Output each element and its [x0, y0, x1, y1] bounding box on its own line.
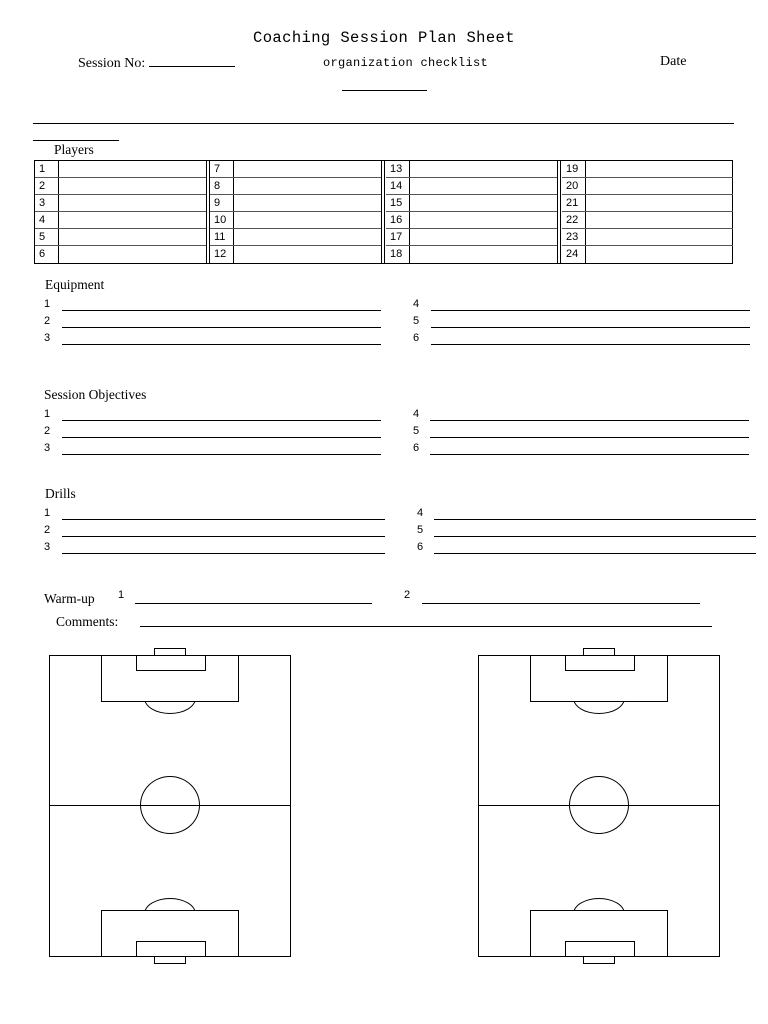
objectives-item-number: 5 — [413, 425, 420, 437]
objectives-item-number: 4 — [413, 408, 420, 420]
header-short-divider — [33, 140, 119, 141]
drills-item-number: 5 — [417, 524, 424, 536]
player-row[interactable] — [562, 195, 733, 212]
date-label: Date — [660, 54, 687, 69]
player-number: 5 — [35, 229, 59, 245]
session-no-blank[interactable] — [149, 54, 235, 67]
player-number: 19 — [562, 161, 586, 177]
player-number: 10 — [210, 212, 234, 228]
equipment-item-line[interactable] — [431, 327, 750, 328]
player-row[interactable] — [562, 178, 733, 195]
objectives-item-line[interactable] — [62, 437, 381, 438]
goal — [583, 956, 615, 964]
goal-area — [136, 655, 206, 671]
objectives-item-line[interactable] — [430, 420, 749, 421]
objectives-label: Session Objectives — [44, 387, 147, 402]
player-number: 16 — [386, 212, 410, 228]
objectives-item-line[interactable] — [430, 437, 749, 438]
objectives-item-line[interactable] — [62, 454, 381, 455]
equipment-label: Equipment — [45, 277, 105, 292]
pitch-diagram-right — [478, 655, 720, 957]
equipment-item-line[interactable] — [62, 344, 381, 345]
player-row[interactable] — [386, 212, 557, 229]
player-number: 17 — [386, 229, 410, 245]
player-row[interactable] — [210, 195, 381, 212]
goal — [583, 648, 615, 656]
penalty-box — [101, 910, 239, 957]
players-column — [562, 161, 733, 263]
objectives-item-number: 6 — [413, 442, 420, 454]
objectives-item-number: 2 — [44, 425, 51, 437]
player-row[interactable] — [35, 161, 206, 178]
player-row[interactable] — [35, 212, 206, 229]
player-row[interactable] — [35, 178, 206, 195]
center-circle — [569, 776, 629, 834]
drills-item-line[interactable] — [434, 553, 756, 554]
player-row[interactable] — [386, 178, 557, 195]
equipment-item-number: 5 — [413, 315, 420, 327]
player-number: 13 — [386, 161, 410, 177]
drills-item-number: 3 — [44, 541, 51, 553]
subtitle: organization checklist — [323, 56, 489, 70]
player-number: 7 — [210, 161, 234, 177]
warmup-label: Warm-up — [44, 591, 95, 606]
player-number: 20 — [562, 178, 586, 194]
player-number: 6 — [35, 246, 59, 263]
player-number: 9 — [210, 195, 234, 211]
player-row[interactable] — [210, 229, 381, 246]
player-row[interactable] — [35, 229, 206, 246]
drills-item-number: 2 — [44, 524, 51, 536]
player-number: 11 — [210, 229, 234, 245]
player-number: 14 — [386, 178, 410, 194]
drills-item-number: 4 — [417, 507, 424, 519]
player-number: 24 — [562, 246, 586, 263]
player-number: 1 — [35, 161, 59, 177]
players-column — [35, 161, 206, 263]
equipment-item-line[interactable] — [431, 344, 750, 345]
warmup-line-2[interactable] — [422, 603, 700, 604]
player-number: 21 — [562, 195, 586, 211]
pitch-diagram-left — [49, 655, 291, 957]
player-row[interactable] — [386, 246, 557, 263]
equipment-item-number: 2 — [44, 315, 51, 327]
player-row[interactable] — [35, 246, 206, 263]
drills-item-line[interactable] — [62, 536, 385, 537]
comments-line[interactable] — [140, 626, 712, 627]
player-row[interactable] — [35, 195, 206, 212]
player-row[interactable] — [386, 229, 557, 246]
players-column — [386, 161, 557, 263]
goal-area — [565, 941, 635, 957]
equipment-item-number: 3 — [44, 332, 51, 344]
goal-area — [565, 655, 635, 671]
equipment-item-line[interactable] — [431, 310, 750, 311]
player-row[interactable] — [386, 161, 557, 178]
player-row[interactable] — [562, 161, 733, 178]
player-number: 12 — [210, 246, 234, 263]
player-row[interactable] — [210, 212, 381, 229]
equipment-item-number: 1 — [44, 298, 51, 310]
player-row[interactable] — [562, 246, 733, 263]
player-row[interactable] — [562, 229, 733, 246]
equipment-item-number: 4 — [413, 298, 420, 310]
drills-label: Drills — [45, 486, 76, 501]
player-number: 4 — [35, 212, 59, 228]
drills-item-number: 1 — [44, 507, 51, 519]
center-circle — [140, 776, 200, 834]
goal — [154, 648, 186, 656]
objectives-item-number: 3 — [44, 442, 51, 454]
player-number: 23 — [562, 229, 586, 245]
column-separator — [381, 161, 385, 263]
objectives-item-number: 1 — [44, 408, 51, 420]
players-label: Players — [54, 142, 94, 157]
player-row[interactable] — [562, 212, 733, 229]
comments-label: Comments: — [56, 614, 119, 629]
player-row[interactable] — [386, 195, 557, 212]
player-number: 15 — [386, 195, 410, 211]
session-no-label: Session No: — [78, 56, 146, 71]
equipment-item-line[interactable] — [62, 310, 381, 311]
drills-item-number: 6 — [417, 541, 424, 553]
player-row[interactable] — [210, 246, 381, 263]
player-number: 2 — [35, 178, 59, 194]
penalty-box — [530, 655, 668, 702]
warmup-number-2: 2 — [404, 589, 411, 601]
goal — [154, 956, 186, 964]
player-number: 8 — [210, 178, 234, 194]
session-no-field[interactable] — [78, 54, 235, 72]
equipment-item-line[interactable] — [62, 327, 381, 328]
warmup-number-1: 1 — [118, 589, 125, 601]
penalty-box — [101, 655, 239, 702]
objectives-item-line[interactable] — [62, 420, 381, 421]
date-blank[interactable] — [342, 90, 427, 91]
column-separator — [557, 161, 561, 263]
player-row[interactable] — [210, 161, 381, 178]
page-title: Coaching Session Plan Sheet — [253, 29, 515, 47]
player-number: 3 — [35, 195, 59, 211]
drills-item-line[interactable] — [434, 519, 756, 520]
warmup-line-1[interactable] — [135, 603, 372, 604]
goal-area — [136, 941, 206, 957]
player-row[interactable] — [210, 178, 381, 195]
drills-item-line[interactable] — [62, 553, 385, 554]
player-number: 22 — [562, 212, 586, 228]
players-column — [210, 161, 381, 263]
drills-item-line[interactable] — [62, 519, 385, 520]
header-divider — [33, 123, 734, 124]
players-table — [34, 160, 733, 264]
objectives-item-line[interactable] — [430, 454, 749, 455]
penalty-box — [530, 910, 668, 957]
player-number: 18 — [386, 246, 410, 263]
drills-item-line[interactable] — [434, 536, 756, 537]
equipment-item-number: 6 — [413, 332, 420, 344]
